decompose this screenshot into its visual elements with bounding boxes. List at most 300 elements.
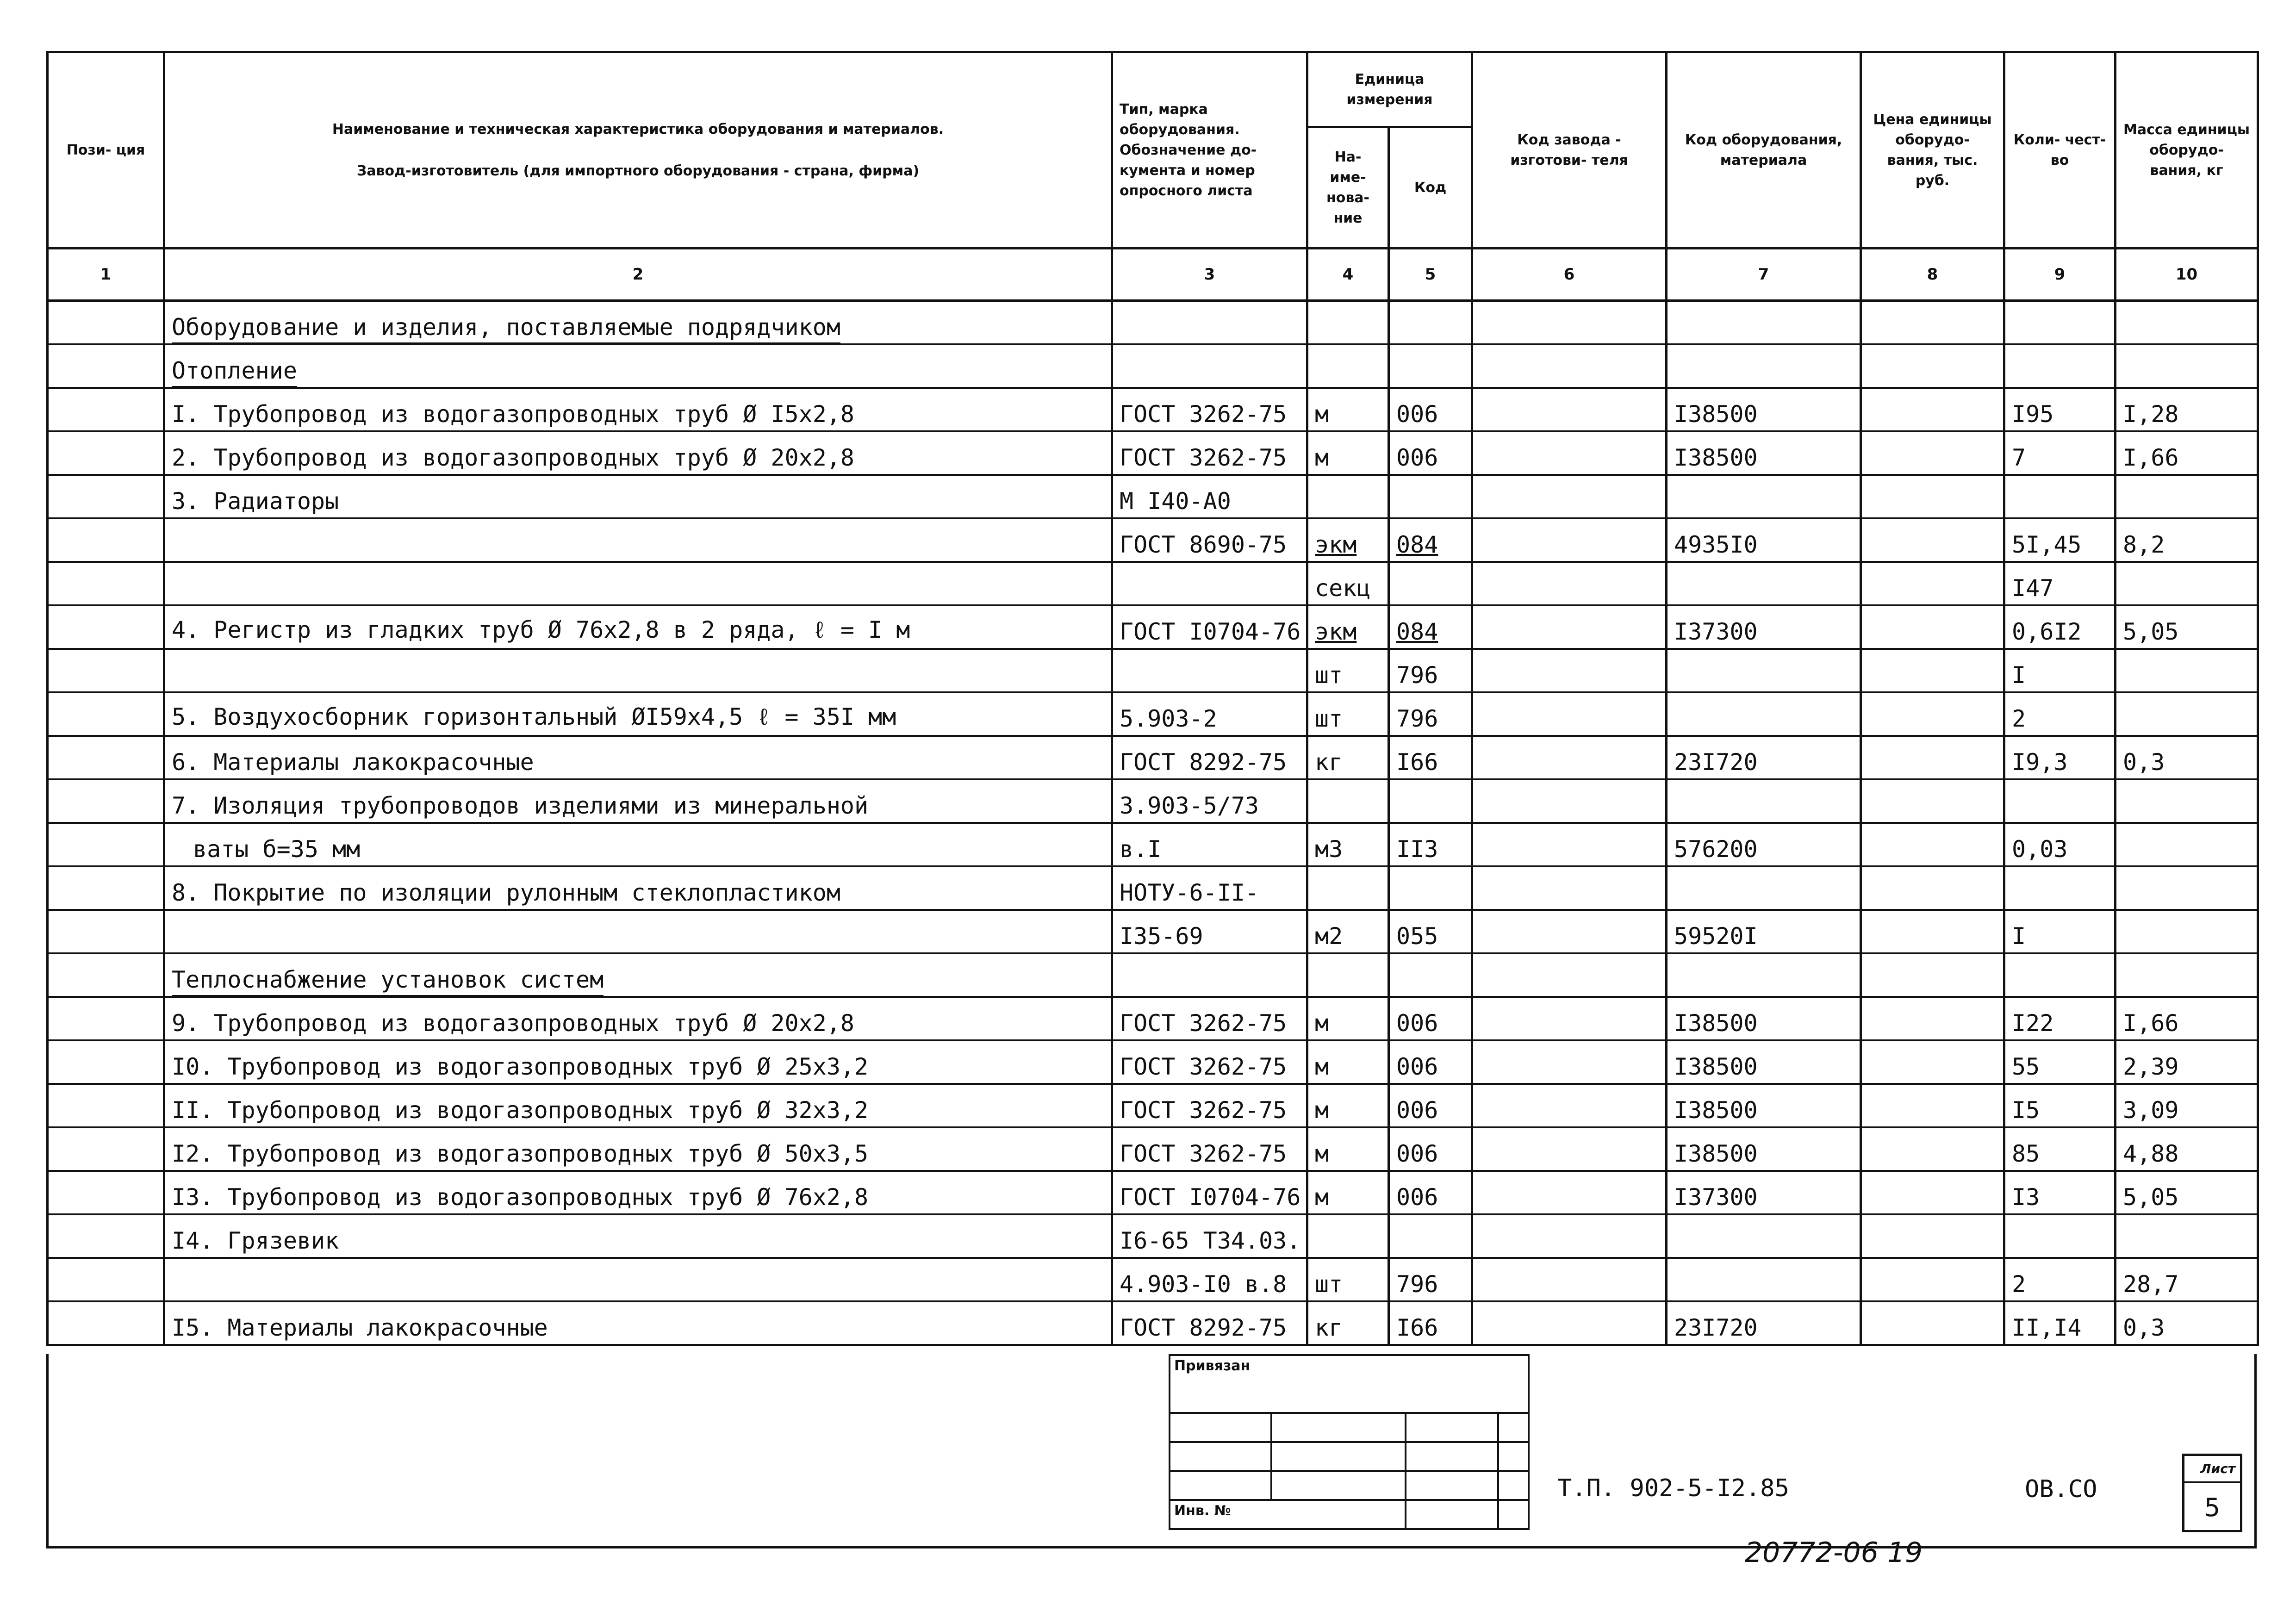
header-unit-name: На- име- нова- ние xyxy=(1307,127,1389,249)
cell-qty: 2 xyxy=(2004,1258,2116,1301)
cell-fcode xyxy=(1472,823,1667,866)
cell-price xyxy=(1861,997,2004,1040)
cell-mcode: I38500 xyxy=(1667,1127,1861,1171)
col-number: 3 xyxy=(1112,249,1307,301)
header-name-line2: Завод-изготовитель (для импортного оборудования - страна, фирма) xyxy=(356,162,920,179)
cell-mcode: 576200 xyxy=(1667,823,1861,866)
col-number: 5 xyxy=(1389,249,1472,301)
table-row xyxy=(48,1127,2258,1171)
cell-mass: 5,05 xyxy=(2116,605,2258,649)
cell-name: I5. Материалы лакокрасочные xyxy=(164,1301,1112,1345)
cell-mcode xyxy=(1667,301,1861,344)
table-row xyxy=(48,1171,2258,1214)
title-block xyxy=(46,1354,2257,1548)
cell-type: 5.903-2 xyxy=(1112,692,1307,736)
cell-unit: кг xyxy=(1307,1301,1389,1345)
specification-table xyxy=(46,51,2259,1346)
cell-pos xyxy=(48,736,164,779)
cell-mcode: I38500 xyxy=(1667,388,1861,431)
header-unit-code: Код xyxy=(1389,127,1472,249)
cell-name: I2. Трубопровод из водогазопроводных труб Ø 50x3,5 xyxy=(164,1127,1112,1171)
cell-mass xyxy=(2116,301,2258,344)
cell-ucode: 006 xyxy=(1389,997,1472,1040)
section-title: Отопление xyxy=(172,357,297,388)
cell-qty xyxy=(2004,1214,2116,1258)
cell-pos xyxy=(48,823,164,866)
cell-pos xyxy=(48,344,164,388)
cell-fcode xyxy=(1472,779,1667,823)
col-number: 9 xyxy=(2004,249,2116,301)
table-body xyxy=(48,301,2258,1345)
cell-mass: 4,88 xyxy=(2116,1127,2258,1171)
header-quantity: Коли- чест- во xyxy=(2004,52,2116,249)
cell-pos xyxy=(48,1258,164,1301)
col-number: 4 xyxy=(1307,249,1389,301)
cell-unit: м xyxy=(1307,997,1389,1040)
cell-unit xyxy=(1307,605,1389,649)
cell-mcode: 23I720 xyxy=(1667,1301,1861,1345)
cell-mass: 0,3 xyxy=(2116,1301,2258,1345)
cell-qty: 85 xyxy=(2004,1127,2116,1171)
cell-qty: 2 xyxy=(2004,692,2116,736)
cell-mcode: 4935I0 xyxy=(1667,518,1861,562)
cell-pos xyxy=(48,866,164,910)
cell-name: I4. Грязевик xyxy=(164,1214,1112,1258)
cell-qty xyxy=(2004,301,2116,344)
cell-unit: м xyxy=(1307,1127,1389,1171)
cell-mcode xyxy=(1667,344,1861,388)
cell-name xyxy=(164,910,1112,953)
cell-ucode: 055 xyxy=(1389,910,1472,953)
cell-unit: м xyxy=(1307,1084,1389,1127)
cell-type: ГОСТ I0704-76 xyxy=(1112,605,1307,649)
cell-mcode: 23I720 xyxy=(1667,736,1861,779)
cell-mcode xyxy=(1667,1258,1861,1301)
col-number: 6 xyxy=(1472,249,1667,301)
cell-fcode xyxy=(1472,997,1667,1040)
cell-fcode xyxy=(1472,388,1667,431)
cell-type: ГОСТ 3262-75 xyxy=(1112,1084,1307,1127)
cell-pos xyxy=(48,388,164,431)
cell-fcode xyxy=(1472,1084,1667,1127)
cell-fcode xyxy=(1472,1171,1667,1214)
cell-pos xyxy=(48,301,164,344)
cell-ucode: I66 xyxy=(1389,736,1472,779)
cell-price xyxy=(1861,605,2004,649)
cell-mass xyxy=(2116,344,2258,388)
cell-mcode: I38500 xyxy=(1667,997,1861,1040)
cell-pos xyxy=(48,1171,164,1214)
cell-name: 8. Покрытие по изоляции рулонным стеклопластиком xyxy=(164,866,1112,910)
table-row xyxy=(48,910,2258,953)
cell-mcode xyxy=(1667,866,1861,910)
cell-mass: 28,7 xyxy=(2116,1258,2258,1301)
cell-fcode xyxy=(1472,1127,1667,1171)
cell-pos xyxy=(48,518,164,562)
col-number: 7 xyxy=(1667,249,1861,301)
table-row xyxy=(48,953,2258,997)
cell-mcode xyxy=(1667,1214,1861,1258)
col-number: 2 xyxy=(164,249,1112,301)
cell-mass xyxy=(2116,953,2258,997)
section-title: Теплоснабжение установок систем xyxy=(172,966,604,997)
cell-name xyxy=(164,562,1112,605)
cell-type: ГОСТ 3262-75 xyxy=(1112,388,1307,431)
cell-mass: 5,05 xyxy=(2116,1171,2258,1214)
cell-pos xyxy=(48,779,164,823)
cell-fcode xyxy=(1472,910,1667,953)
cell-mass xyxy=(2116,475,2258,518)
cell-pos xyxy=(48,475,164,518)
cell-name xyxy=(164,953,1112,997)
cell-mcode xyxy=(1667,692,1861,736)
cell-price xyxy=(1861,1040,2004,1084)
cell-name xyxy=(164,301,1112,344)
cell-pos xyxy=(48,605,164,649)
cell-mass xyxy=(2116,692,2258,736)
cell-name: I3. Трубопровод из водогазопроводных труб Ø 76x2,8 xyxy=(164,1171,1112,1214)
cell-unit: шт xyxy=(1307,649,1389,692)
cell-type: ГОСТ 3262-75 xyxy=(1112,1127,1307,1171)
cell-unit: шт xyxy=(1307,692,1389,736)
cell-fcode xyxy=(1472,649,1667,692)
cell-unit xyxy=(1307,953,1389,997)
cell-qty: I3 xyxy=(2004,1171,2116,1214)
cell-mcode xyxy=(1667,953,1861,997)
cell-price xyxy=(1861,1258,2004,1301)
cell-type: 3.903-5/73 xyxy=(1112,779,1307,823)
cell-qty: I22 xyxy=(2004,997,2116,1040)
cell-mass: I,66 xyxy=(2116,431,2258,475)
cell-pos xyxy=(48,997,164,1040)
table-header xyxy=(48,52,2258,301)
sheet-number: 5 xyxy=(2204,1493,2221,1522)
cell-unit xyxy=(1307,518,1389,562)
cell-price xyxy=(1861,1127,2004,1171)
table-row xyxy=(48,562,2258,605)
cell-price xyxy=(1861,344,2004,388)
underlined-value: 084 xyxy=(1396,618,1438,645)
cell-unit xyxy=(1307,344,1389,388)
cell-pos xyxy=(48,562,164,605)
cell-mass xyxy=(2116,1214,2258,1258)
table-row xyxy=(48,823,2258,866)
table-row xyxy=(48,866,2258,910)
table-row xyxy=(48,736,2258,779)
cell-qty: I5 xyxy=(2004,1084,2116,1127)
cell-ucode: 796 xyxy=(1389,649,1472,692)
cell-mcode: I37300 xyxy=(1667,1171,1861,1214)
cell-fcode xyxy=(1472,605,1667,649)
cell-unit: м xyxy=(1307,388,1389,431)
cell-pos xyxy=(48,1040,164,1084)
cell-unit: шт xyxy=(1307,1258,1389,1301)
header-name xyxy=(164,52,1112,249)
bound-label: Привязан xyxy=(1170,1355,1529,1413)
cell-name xyxy=(164,344,1112,388)
cell-ucode xyxy=(1389,866,1472,910)
cell-fcode xyxy=(1472,1301,1667,1345)
cell-unit xyxy=(1307,779,1389,823)
cell-qty: I47 xyxy=(2004,562,2116,605)
cell-unit: м xyxy=(1307,1040,1389,1084)
table-row xyxy=(48,605,2258,649)
cell-mass: I,66 xyxy=(2116,997,2258,1040)
cell-name xyxy=(164,1258,1112,1301)
cell-ucode xyxy=(1389,953,1472,997)
cell-fcode xyxy=(1472,1258,1667,1301)
table-row xyxy=(48,344,2258,388)
cell-pos xyxy=(48,910,164,953)
cell-ucode: 006 xyxy=(1389,388,1472,431)
cell-unit xyxy=(1307,475,1389,518)
cell-type xyxy=(1112,301,1307,344)
cell-price xyxy=(1861,301,2004,344)
cell-price xyxy=(1861,823,2004,866)
col-number: 10 xyxy=(2116,249,2258,301)
table-row xyxy=(48,779,2258,823)
cell-type: 4.903-I0 в.8 xyxy=(1112,1258,1307,1301)
header-price: Цена единицы оборудо- вания, тыс. руб. xyxy=(1861,52,2004,249)
cell-type: ГОСТ 3262-75 xyxy=(1112,431,1307,475)
table-row xyxy=(48,518,2258,562)
cell-qty xyxy=(2004,779,2116,823)
handwritten-note: 20772-06 19 xyxy=(1745,1536,1923,1569)
cell-qty xyxy=(2004,953,2116,997)
cell-ucode xyxy=(1389,605,1472,649)
cell-mcode: I37300 xyxy=(1667,605,1861,649)
cell-mass xyxy=(2116,649,2258,692)
cell-unit: кг xyxy=(1307,736,1389,779)
cell-price xyxy=(1861,1171,2004,1214)
header-type: Тип, марка оборудования. Обозначение до- кумента и номер опросного листа xyxy=(1112,52,1307,249)
cell-unit: м3 xyxy=(1307,823,1389,866)
cell-fcode xyxy=(1472,301,1667,344)
cell-unit xyxy=(1307,866,1389,910)
table-row xyxy=(48,1301,2258,1345)
cell-pos xyxy=(48,692,164,736)
document-code: Т.П. 902-5-I2.85 xyxy=(1557,1474,1789,1502)
cell-mass xyxy=(2116,823,2258,866)
cell-qty: I xyxy=(2004,910,2116,953)
cell-ucode xyxy=(1389,1214,1472,1258)
cell-ucode: 006 xyxy=(1389,1127,1472,1171)
cell-type: I6-65 Т34.03. xyxy=(1112,1214,1307,1258)
table-row xyxy=(48,997,2258,1040)
cell-name: 2. Трубопровод из водогазопроводных труб Ø 20x2,8 xyxy=(164,431,1112,475)
cell-mcode: 59520I xyxy=(1667,910,1861,953)
cell-type: М I40-А0 xyxy=(1112,475,1307,518)
cell-fcode xyxy=(1472,518,1667,562)
cell-mcode xyxy=(1667,562,1861,605)
cell-pos xyxy=(48,1084,164,1127)
cell-type: ГОСТ 8292-75 xyxy=(1112,736,1307,779)
cell-price xyxy=(1861,431,2004,475)
cell-pos xyxy=(48,1214,164,1258)
cell-name: II. Трубопровод из водогазопроводных труб Ø 32x3,2 xyxy=(164,1084,1112,1127)
table-row xyxy=(48,1258,2258,1301)
cell-mcode: I38500 xyxy=(1667,1040,1861,1084)
cell-price xyxy=(1861,388,2004,431)
cell-fcode xyxy=(1472,1040,1667,1084)
table-row xyxy=(48,1214,2258,1258)
table-row xyxy=(48,388,2258,431)
cell-pos xyxy=(48,1301,164,1345)
cell-name xyxy=(164,649,1112,692)
cell-name xyxy=(164,518,1112,562)
header-name-line1: Наименование и техническая характеристика оборудования и материалов. xyxy=(332,121,944,137)
cell-name: I. Трубопровод из водогазопроводных труб Ø I5x2,8 xyxy=(164,388,1112,431)
cell-mass xyxy=(2116,866,2258,910)
section-title: Оборудование и изделия, поставляемые подрядчиком xyxy=(172,314,840,344)
cell-ucode: 006 xyxy=(1389,1084,1472,1127)
cell-pos xyxy=(48,649,164,692)
cell-qty xyxy=(2004,866,2116,910)
cell-type xyxy=(1112,344,1307,388)
cell-type: ГОСТ I0704-76 xyxy=(1112,1171,1307,1214)
cell-ucode: II3 xyxy=(1389,823,1472,866)
cell-type: НОТУ-6-II- xyxy=(1112,866,1307,910)
cell-price xyxy=(1861,1301,2004,1345)
cell-name: 9. Трубопровод из водогазопроводных труб Ø 20x2,8 xyxy=(164,997,1112,1040)
cell-unit: секц xyxy=(1307,562,1389,605)
cell-name: 7. Изоляция трубопроводов изделиями из минеральной xyxy=(164,779,1112,823)
cell-price xyxy=(1861,649,2004,692)
header-material-code: Код оборудования, материала xyxy=(1667,52,1861,249)
table-row xyxy=(48,301,2258,344)
sheet-label: Лист xyxy=(2184,1456,2240,1483)
underlined-value: 084 xyxy=(1396,531,1438,558)
cell-ucode: 006 xyxy=(1389,1040,1472,1084)
header-factory-code: Код завода - изготови- теля xyxy=(1472,52,1667,249)
underlined-value: экм xyxy=(1315,531,1357,558)
document-type: ОВ.СО xyxy=(2025,1475,2097,1503)
cell-price xyxy=(1861,779,2004,823)
inventory-label: Инв. № xyxy=(1170,1500,1406,1529)
cell-ucode xyxy=(1389,779,1472,823)
sheet-number-box xyxy=(2182,1454,2242,1532)
cell-pos xyxy=(48,431,164,475)
cell-ucode xyxy=(1389,475,1472,518)
cell-mass: 3,09 xyxy=(2116,1084,2258,1127)
cell-fcode xyxy=(1472,866,1667,910)
cell-price xyxy=(1861,736,2004,779)
cell-qty: 55 xyxy=(2004,1040,2116,1084)
cell-mcode xyxy=(1667,779,1861,823)
cell-type: ГОСТ 8690-75 xyxy=(1112,518,1307,562)
cell-price xyxy=(1861,1214,2004,1258)
cell-mass xyxy=(2116,562,2258,605)
cell-pos xyxy=(48,1127,164,1171)
cell-mass: I,28 xyxy=(2116,388,2258,431)
cell-qty: I9,3 xyxy=(2004,736,2116,779)
cell-fcode xyxy=(1472,1214,1667,1258)
cell-mcode xyxy=(1667,475,1861,518)
cell-price xyxy=(1861,518,2004,562)
cell-fcode xyxy=(1472,953,1667,997)
cell-qty: II,I4 xyxy=(2004,1301,2116,1345)
cell-price xyxy=(1861,953,2004,997)
cell-price xyxy=(1861,475,2004,518)
cell-price xyxy=(1861,910,2004,953)
header-position: Пози- ция xyxy=(48,52,164,249)
cell-qty: 7 xyxy=(2004,431,2116,475)
cell-qty xyxy=(2004,475,2116,518)
cell-fcode xyxy=(1472,344,1667,388)
cell-qty: 5I,45 xyxy=(2004,518,2116,562)
cell-ucode: 796 xyxy=(1389,1258,1472,1301)
cell-type: ГОСТ 3262-75 xyxy=(1112,1040,1307,1084)
cell-pos xyxy=(48,953,164,997)
cell-mcode: I38500 xyxy=(1667,431,1861,475)
cell-unit: м2 xyxy=(1307,910,1389,953)
drawing-sheet xyxy=(46,51,2257,1522)
cell-name: 4. Регистр из гладких труб Ø 76x2,8 в 2 ряда, ℓ = I м xyxy=(164,605,1112,649)
cell-unit xyxy=(1307,1214,1389,1258)
cell-name: 6. Материалы лакокрасочные xyxy=(164,736,1112,779)
cell-name: 5. Воздухосборник горизонтальный ØI59x4,5 ℓ = 35I мм xyxy=(164,692,1112,736)
cell-unit xyxy=(1307,301,1389,344)
col-number: 8 xyxy=(1861,249,2004,301)
header-mass: Масса единицы оборудо- вания, кг xyxy=(2116,52,2258,249)
table-row xyxy=(48,431,2258,475)
cell-ucode: 006 xyxy=(1389,431,1472,475)
cell-qty: 0,03 xyxy=(2004,823,2116,866)
cell-type: I35-69 xyxy=(1112,910,1307,953)
cell-qty xyxy=(2004,344,2116,388)
table-row xyxy=(48,1040,2258,1084)
cell-unit: м xyxy=(1307,431,1389,475)
cell-fcode xyxy=(1472,562,1667,605)
cell-qty: I95 xyxy=(2004,388,2116,431)
cell-ucode: 796 xyxy=(1389,692,1472,736)
cell-mass: 0,3 xyxy=(2116,736,2258,779)
cell-type: ГОСТ 8292-75 xyxy=(1112,1301,1307,1345)
underlined-value: экм xyxy=(1315,618,1357,645)
cell-type xyxy=(1112,562,1307,605)
cell-type: в.I xyxy=(1112,823,1307,866)
cell-fcode xyxy=(1472,736,1667,779)
table-row xyxy=(48,649,2258,692)
table-row xyxy=(48,692,2258,736)
cell-fcode xyxy=(1472,431,1667,475)
header-unit-group: Единица измерения xyxy=(1307,52,1472,127)
table-row xyxy=(48,475,2258,518)
cell-price xyxy=(1861,1084,2004,1127)
cell-ucode xyxy=(1389,518,1472,562)
column-numbers-row xyxy=(48,249,2258,301)
cell-type: ГОСТ 3262-75 xyxy=(1112,997,1307,1040)
cell-qty: I xyxy=(2004,649,2116,692)
cell-ucode xyxy=(1389,344,1472,388)
cell-name: ваты б=35 мм xyxy=(164,823,1112,866)
cell-fcode xyxy=(1472,692,1667,736)
cell-name: I0. Трубопровод из водогазопроводных труб Ø 25x3,2 xyxy=(164,1040,1112,1084)
col-number: 1 xyxy=(48,249,164,301)
table-row xyxy=(48,1084,2258,1127)
cell-mass: 8,2 xyxy=(2116,518,2258,562)
cell-mass: 2,39 xyxy=(2116,1040,2258,1084)
cell-mcode xyxy=(1667,649,1861,692)
cell-price xyxy=(1861,562,2004,605)
cell-mass xyxy=(2116,910,2258,953)
cell-unit: м xyxy=(1307,1171,1389,1214)
cell-price xyxy=(1861,866,2004,910)
cell-fcode xyxy=(1472,475,1667,518)
cell-price xyxy=(1861,692,2004,736)
cell-mass xyxy=(2116,779,2258,823)
cell-ucode xyxy=(1389,301,1472,344)
